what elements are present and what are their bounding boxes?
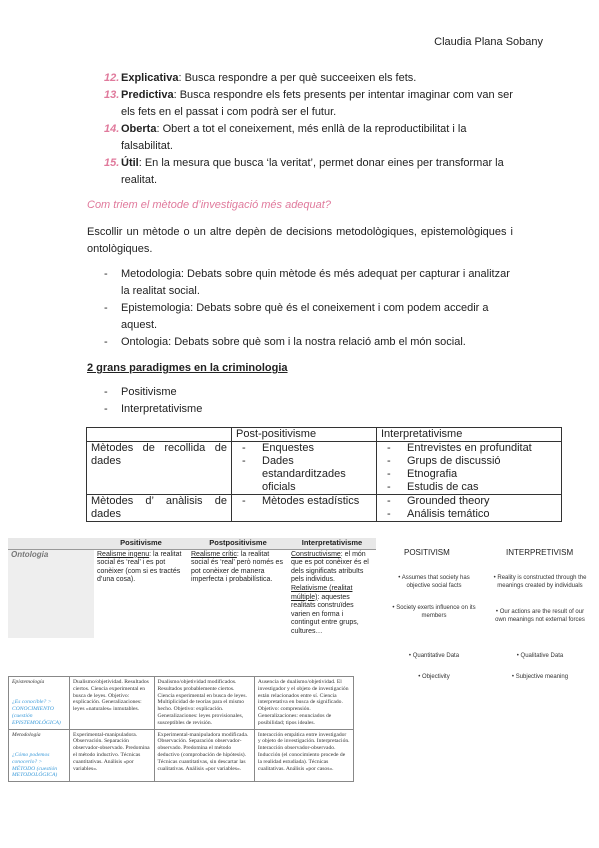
list-item: - Enquestes <box>262 442 372 455</box>
row-title: Metodología <box>12 731 41 738</box>
item-term: Oberta <box>121 123 157 135</box>
positivism-point: • Objectivity <box>386 673 482 681</box>
table-header-cell <box>8 538 94 549</box>
table-cell <box>288 549 376 637</box>
table-header-cell <box>87 428 232 442</box>
table-header-cell: Post-positivisme <box>232 428 377 442</box>
list-item: - Mètodes estadístics <box>262 495 372 508</box>
item-term: Predictiva <box>121 89 174 101</box>
item-text: : Busca respondre els fets presents per intentar imaginar com van ser els fets en el passat i com podrà ser el futur. <box>121 89 513 118</box>
row-note: ¿Es conocible? > CONOCIMIENTO (cuestión EPISTEMOLÓGICA) <box>12 699 61 726</box>
decisions-list <box>104 266 514 351</box>
table-header-cell: Interpretativisme <box>377 428 562 442</box>
list-item: - Etnografia <box>407 468 557 481</box>
table-row <box>87 442 562 495</box>
list-item: - Dades estandarditzades oficials <box>262 455 372 494</box>
row-label <box>9 729 70 782</box>
table-row <box>8 549 376 637</box>
table-header-cell: Interpretativisme <box>288 538 376 549</box>
item-number: 12. <box>104 72 120 84</box>
row-label <box>9 677 70 730</box>
table-row <box>87 495 562 522</box>
section-question: Com triem el mètode d’investigació més adequat? <box>87 199 331 211</box>
table-cell: Dualismo/objetividad modificados. Resultados probablemente ciertos. Ciencia experimental en busca de leyes. Multiplicidad de teorías para el mismo hecho. Objetivo: explicación. Generalizaciones: leyes provisionales, susceptibles de revisión. <box>154 677 254 730</box>
item-number: 14. <box>104 123 120 135</box>
item-text: : En la mesura que busca ‘la veritat’, permet donar eines per transformar la realitat. <box>121 157 504 186</box>
list-item: - Estudis de cas <box>407 481 557 494</box>
list-item <box>104 87 514 121</box>
row-label: Mètodes d’ anàlisis de dades <box>87 495 232 522</box>
cell-term: Realisme crític <box>191 550 237 558</box>
item-term: Útil <box>121 157 139 169</box>
intro-paragraph: Escollir un mètode o un altre depèn de decisions metodològiques, epistemològiques i ontològiques. <box>87 226 513 255</box>
table-header-cell: Positivisme <box>94 538 188 549</box>
table-cell <box>377 495 562 522</box>
row-title: Epistemología <box>12 679 45 685</box>
cell-term: Relativisme (realitat múltiple) <box>291 584 353 601</box>
cell-text: : la realitat social és ‘real’ i es pot conèixer (com si es tractés d’una cosa). <box>97 550 182 584</box>
list-item <box>104 121 514 155</box>
list-item: - Análisis temático <box>407 508 557 521</box>
table-header-cell: Postpositivisme <box>188 538 288 549</box>
list-item: - Positivisme <box>104 384 202 401</box>
table-cell <box>232 442 377 495</box>
list-item: - Grups de discussió <box>407 455 557 468</box>
epistemology-methodology-scan-image <box>8 676 354 844</box>
cell-text: : el món que es pot conèixer és el dels significats atribuïts pels individus. <box>291 550 369 584</box>
numbered-list <box>104 70 514 189</box>
list-item <box>104 155 514 189</box>
paradigms-list <box>104 384 202 418</box>
list-item: - Interpretativisme <box>104 401 202 418</box>
list-item: - Entrevistes en profunditat <box>407 442 557 455</box>
row-note: ¿Cómo podemos conocerlo? > MÉTODO (cuestión METODOLÓGICA) <box>12 751 58 779</box>
list-item: - Epistemologia: Debats sobre què és el coneixement i com podem accedir a aquest. <box>104 300 514 334</box>
list-item: - Ontologia: Debats sobre què som i la nostra relació amb el món social. <box>104 334 514 351</box>
positivism-point: • Society exerts influence on its members <box>386 604 482 620</box>
row-label: Mètodes de recollida de dades <box>87 442 232 495</box>
table-cell <box>188 549 288 637</box>
methods-table <box>86 427 562 522</box>
section-heading: 2 grans paradigmes en la criminologia <box>87 362 288 374</box>
table-cell <box>232 495 377 522</box>
cell-text: : la realitat social és ‘real’ però només es pot conèixer de manera imperfecta i probabilística. <box>191 550 283 584</box>
row-label: Ontologia <box>8 549 94 637</box>
table-cell: Experimental-manipuladora. Observación. Separación observador-observado. Predomina el método inductivo. Técnicas cuantitativas. Análisis «por variables». <box>70 729 155 782</box>
list-item: - Grounded theory <box>407 495 557 508</box>
positivism-title: POSITIVISM <box>404 548 450 557</box>
table-row <box>9 677 354 730</box>
table-cell <box>94 549 188 637</box>
list-item <box>104 70 514 87</box>
table-cell <box>377 442 562 495</box>
table-cell: Experimental-manipuladora modificada. Observación. Separación observador-observado. Predomina el método deductivo (comprobación de hipótesis). Técnicas cuantitativas, sin descartar las cualitativas. Análisis «por variables». <box>154 729 254 782</box>
cell-term: Realisme ingenu <box>97 550 150 558</box>
interpretivism-point: • Reality is constructed through the meanings created by individuals <box>492 574 588 590</box>
item-number: 13. <box>104 89 120 101</box>
table-cell: Ausencia de dualismo/objetividad. El investigador y el objeto de investigación están relacionados entre sí. Ciencia interpretativa en busca de significado. Objetivo: comprensión. Generalizaciones: enunciados de posibilidad; tipos ideales. <box>254 677 353 730</box>
positivism-point: • Quantitative Data <box>386 652 482 660</box>
interpretivism-point: • Our actions are the result of our own meanings not external forces <box>492 608 588 624</box>
item-number: 15. <box>104 157 120 169</box>
ontology-scan-image <box>8 538 376 668</box>
list-item: - Metodologia: Debats sobre quin mètode és més adequat per capturar i analitzar la realitat social. <box>104 266 514 300</box>
cell-term: Constructivisme <box>291 550 341 558</box>
comparison-image <box>378 540 592 680</box>
item-text: : Busca respondre a per què succeeixen els fets. <box>178 72 417 84</box>
table-cell: Interacción empática entre investigador y objeto de investigación. Interpretación. Interacción observador-observado. Inducción (el conocimiento procede de la realidad estudiada). Técnicas cualitativas. Análisis «por casos». <box>254 729 353 782</box>
table-cell: Dualismo/objetividad. Resultados ciertos. Ciencia experimental en busca de leyes. Objetivo: explicación. Generalizaciones: leyes «naturales» inmutables. <box>70 677 155 730</box>
interpretivism-title: INTERPRETIVISM <box>506 548 574 557</box>
interpretivism-point: • Subjective meaning <box>492 673 588 681</box>
item-term: Explicativa <box>121 72 179 84</box>
table-row <box>9 729 354 782</box>
positivism-point: • Assumes that society has objective social facts <box>386 574 482 590</box>
interpretivism-point: • Qualitative Data <box>492 652 588 660</box>
cell-text: : aquestes realitats construïdes varien en forma i contingut entre grups, cultures… <box>291 593 359 635</box>
author-name: Claudia Plana Sobany <box>434 36 543 48</box>
item-text: : Obert a tot el coneixement, més enllà de la reproductibilitat i la falsabilitat. <box>121 123 467 152</box>
table-header-row <box>87 428 562 442</box>
